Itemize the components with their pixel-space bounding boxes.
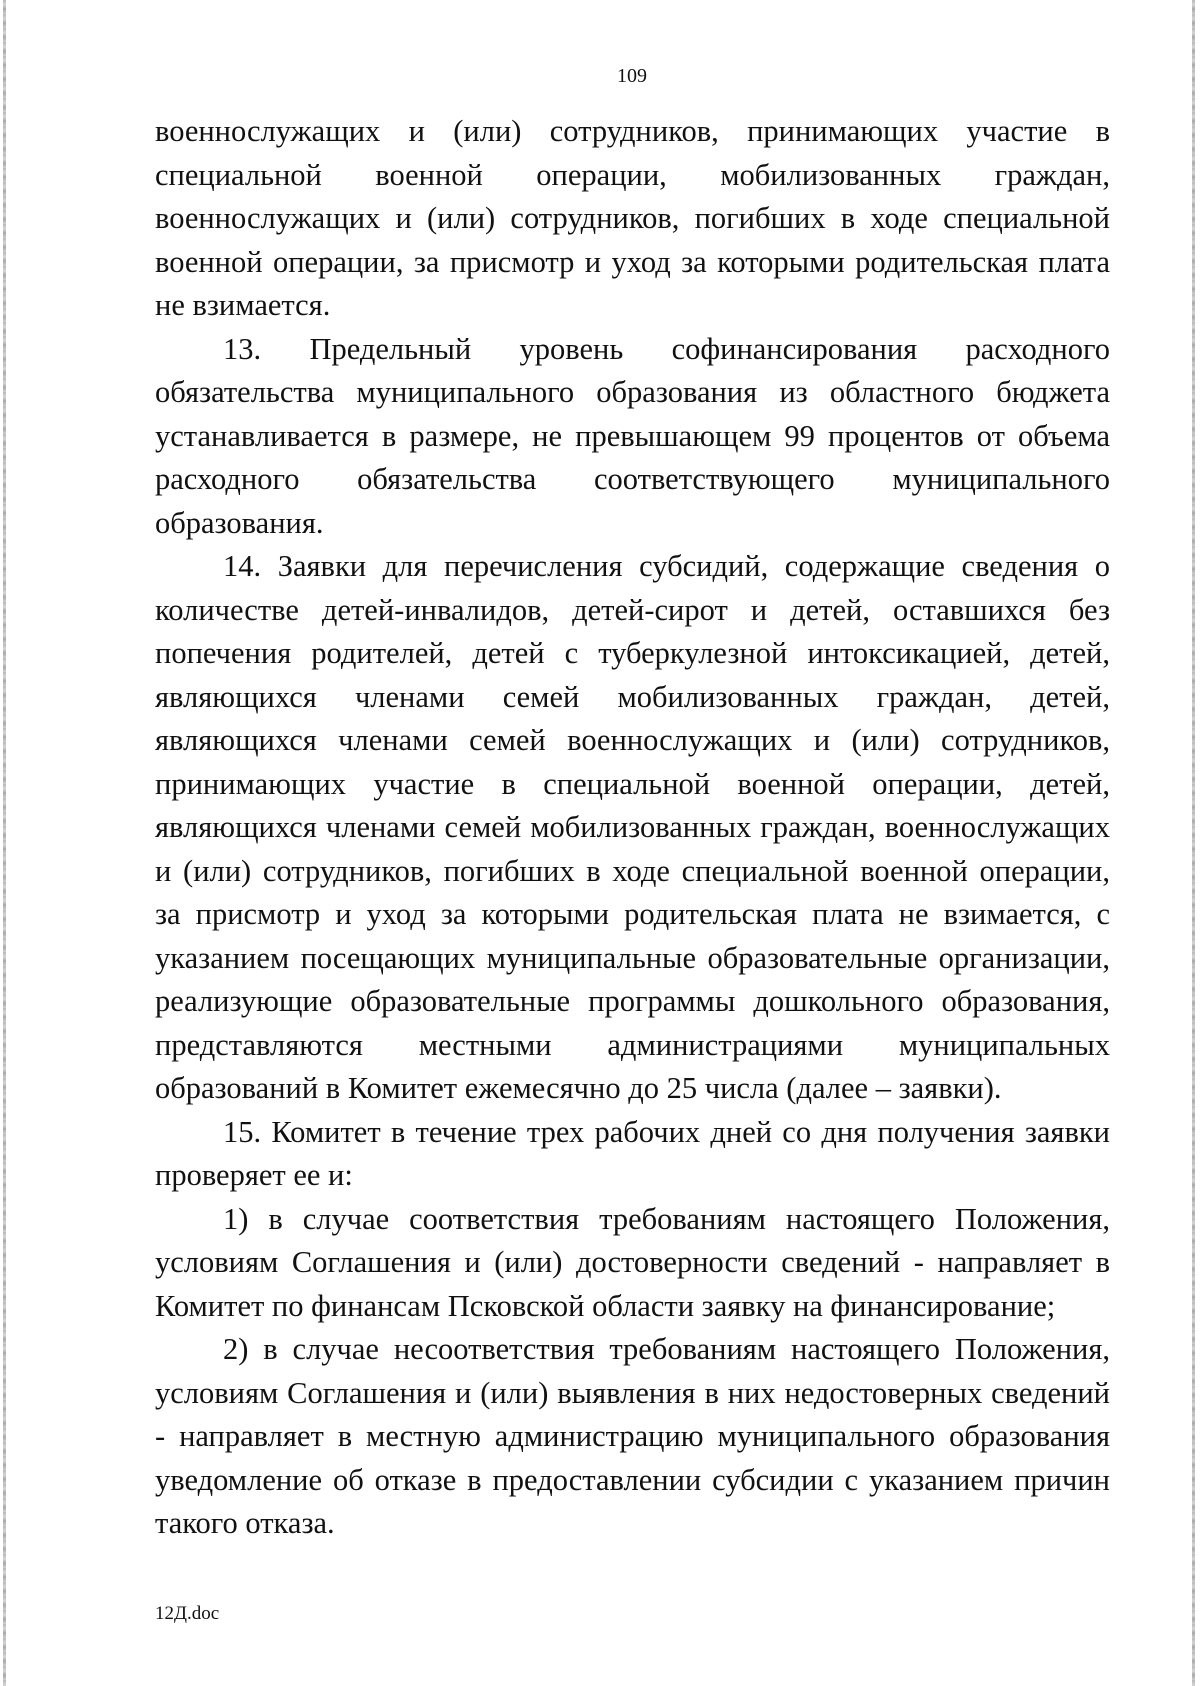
paragraph-continuation: военнослужащих и (или) сотрудников, принимающих участие в специальной военной операции, мобилизованных граждан, военнослужащих и (или) сотрудников, погибших в ходе специальной военной операции, за присмотр и уход за которыми родительская плата не взимается. bbox=[155, 114, 1110, 322]
scan-edge-right bbox=[1192, 0, 1195, 1686]
paragraph-15: 15. Комитет в течение трех рабочих дней со дня получения заявки проверяет ее и: bbox=[155, 1114, 1110, 1192]
file-label: 12Д.doc bbox=[155, 1603, 220, 1624]
page-number: 109 bbox=[617, 65, 647, 87]
paragraph-15-item-2: 2) в случае несоответствия требованиям настоящего Положения, условиям Соглашения и (или) выявления в них недостоверных сведений - направляет в местную администрацию муниципального образования уведомление об отказе в предоставлении субсидии с указанием причин такого отказа. bbox=[155, 1332, 1110, 1540]
document-body bbox=[155, 110, 1110, 1546]
paragraph-14: 14. Заявки для перечисления субсидий, содержащие сведения о количестве детей-инвалидов, детей-сирот и детей, оставшихся без попечения родителей, детей с туберкулезной интоксикацией, детей, являющихся членами семей мобилизованных граждан, детей, являющихся членами семей военнослужащих и (или) сотрудников, принимающих участие в специальной военной операции, детей, являющихся членами семей мобилизованных граждан, военнослужащих и (или) сотрудников, погибших в ходе специальной военной операции, за присмотр и уход за которыми родительская плата не взимается, с указанием посещающих муниципальные образовательные организации, реализующие образовательные программы дошкольного образования, представляются местными администрациями муниципальных образований в Комитет ежемесячно до 25 числа (далее – заявки). bbox=[155, 549, 1110, 1105]
paragraph-15-item-1: 1) в случае соответствия требованиям настоящего Положения, условиям Соглашения и (или) достоверности сведений - направляет в Комитет по финансам Псковской области заявку на финансирование; bbox=[155, 1201, 1110, 1323]
scan-edge-left bbox=[3, 0, 6, 1686]
paragraph-13: 13. Предельный уровень софинансирования расходного обязательства муниципального образования из областного бюджета устанавливается в размере, не превышающем 99 процентов от объема расходного обязательства соответствующего муниципального образования. bbox=[155, 331, 1110, 540]
